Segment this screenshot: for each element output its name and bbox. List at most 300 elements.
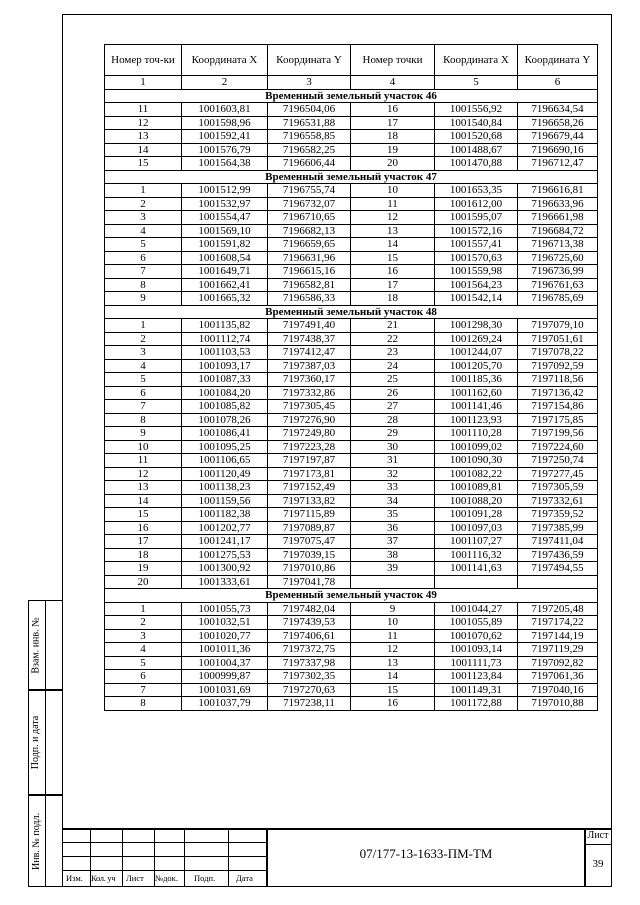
table-cell: 1001591,82: [182, 238, 268, 252]
table-cell: 1001135,82: [182, 319, 268, 333]
table-row: [105, 116, 598, 130]
table-cell: 20: [351, 157, 435, 171]
table-cell: 7197372,75: [268, 643, 351, 657]
table-cell: 7196684,72: [518, 224, 598, 238]
table-cell: 14: [351, 238, 435, 252]
table-row: [105, 251, 598, 265]
table-cell: 21: [351, 319, 435, 333]
table-cell: 14: [105, 494, 182, 508]
title-block: [62, 828, 612, 887]
stamp-col-podp: Подп.: [194, 873, 216, 883]
table-cell: 39: [351, 562, 435, 576]
table-cell: 1001162,60: [435, 386, 518, 400]
table-cell: 36: [351, 521, 435, 535]
table-cell: 1001662,41: [182, 278, 268, 292]
table-cell: 11: [351, 197, 435, 211]
table-cell: 3: [105, 346, 182, 360]
side-label-vzam: Взам. инв. №: [30, 616, 42, 674]
table-row: [105, 440, 598, 454]
table-cell: 1001665,32: [182, 292, 268, 306]
table-row: [105, 656, 598, 670]
table-cell: 1001172,88: [435, 697, 518, 711]
table-cell: [351, 575, 435, 589]
table-row: [105, 494, 598, 508]
table-row: [105, 211, 598, 225]
header-coord-y: Координата Y: [268, 45, 351, 76]
table-cell: 7197199,56: [518, 427, 598, 441]
table-cell: 16: [105, 521, 182, 535]
table-cell: 12: [351, 211, 435, 225]
table-cell: 33: [351, 481, 435, 495]
table-cell: 7196761,63: [518, 278, 598, 292]
table-row: [105, 224, 598, 238]
table-cell: 1001540,84: [435, 116, 518, 130]
header-point-no-2: Номер точки: [351, 45, 435, 76]
table-cell: 1001106,65: [182, 454, 268, 468]
table-cell: 7197412,47: [268, 346, 351, 360]
table-cell: 7197436,59: [518, 548, 598, 562]
table-cell: 14: [351, 670, 435, 684]
table-cell: 1001569,10: [182, 224, 268, 238]
table-cell: 7196631,96: [268, 251, 351, 265]
table-cell: 1001556,92: [435, 103, 518, 117]
table-cell: 11: [105, 103, 182, 117]
table-cell: 7197089,87: [268, 521, 351, 535]
stamp-col-izm: Изм.: [66, 873, 83, 883]
table-cell: 1001202,77: [182, 521, 268, 535]
table-cell: 7197051,61: [518, 332, 598, 346]
table-cell: 7197118,56: [518, 373, 598, 387]
table-row: [105, 548, 598, 562]
header-point-no: Номер точ-ки: [105, 45, 182, 76]
col-number: 2: [182, 76, 268, 90]
table-cell: 1001598,96: [182, 116, 268, 130]
table-cell: 1001159,56: [182, 494, 268, 508]
table-cell: 1001112,74: [182, 332, 268, 346]
table-cell: 1001554,47: [182, 211, 268, 225]
table-cell: 7197075,47: [268, 535, 351, 549]
table-row: [105, 629, 598, 643]
table-cell: 1001107,27: [435, 535, 518, 549]
table-cell: 1001099,02: [435, 440, 518, 454]
table-cell: 7197133,82: [268, 494, 351, 508]
table-cell: 1001087,33: [182, 373, 268, 387]
table-cell: 1001088,20: [435, 494, 518, 508]
table-cell: 7196615,16: [268, 265, 351, 279]
table-cell: 23: [351, 346, 435, 360]
table-cell: 4: [105, 359, 182, 373]
table-cell: 10: [351, 184, 435, 198]
table-cell: 1001120,49: [182, 467, 268, 481]
table-row: [105, 508, 598, 522]
table-cell: 7196661,98: [518, 211, 598, 225]
table-cell: 1001512,99: [182, 184, 268, 198]
table-cell: 32: [351, 467, 435, 481]
table-cell: 18: [351, 292, 435, 306]
table-cell: 7196659,65: [268, 238, 351, 252]
table-cell: 7197406,61: [268, 629, 351, 643]
table-cell: 15: [351, 251, 435, 265]
table-row: [105, 292, 598, 306]
table-row: [105, 602, 598, 616]
table-row: [105, 386, 598, 400]
table-cell: 7197224,60: [518, 440, 598, 454]
table-cell: 15: [351, 683, 435, 697]
table-row: [105, 130, 598, 144]
table-cell: 7196725,60: [518, 251, 598, 265]
table-row: [105, 238, 598, 252]
table-cell: 27: [351, 400, 435, 414]
col-number: 4: [351, 76, 435, 90]
table-cell: 1001333,61: [182, 575, 268, 589]
table-cell: 7196582,81: [268, 278, 351, 292]
table-row: [105, 278, 598, 292]
table-cell: 7197174,22: [518, 616, 598, 630]
table-cell: 7197223,28: [268, 440, 351, 454]
table-cell: 7197144,19: [518, 629, 598, 643]
table-cell: 7197010,88: [518, 697, 598, 711]
table-cell: 16: [351, 697, 435, 711]
table-cell: 7197411,04: [518, 535, 598, 549]
header-coord-x: Координата X: [182, 45, 268, 76]
table-cell: 16: [351, 265, 435, 279]
table-cell: 7197173,81: [268, 467, 351, 481]
table-cell: 1001576,79: [182, 143, 268, 157]
table-cell: 7197276,90: [268, 413, 351, 427]
table-cell: 1: [105, 184, 182, 198]
table-cell: 1001149,31: [435, 683, 518, 697]
table-cell: 7197010,86: [268, 562, 351, 576]
side-label-inv: Инв. № подл.: [30, 812, 42, 870]
table-cell: 7196682,13: [268, 224, 351, 238]
table-cell: 1001244,07: [435, 346, 518, 360]
table-cell: 7196531,88: [268, 116, 351, 130]
table-cell: 1001564,23: [435, 278, 518, 292]
table-cell: 1001095,25: [182, 440, 268, 454]
table-cell: 7197115,89: [268, 508, 351, 522]
table-row: [105, 697, 598, 711]
col-number: 5: [435, 76, 518, 90]
table-cell: 2: [105, 332, 182, 346]
table-cell: 1001004,37: [182, 656, 268, 670]
sheet-number: 39: [592, 858, 604, 870]
table-cell: 7197438,37: [268, 332, 351, 346]
table-cell: 1001070,62: [435, 629, 518, 643]
table-row: [105, 103, 598, 117]
table-cell: 7197491,40: [268, 319, 351, 333]
table-cell: 1: [105, 319, 182, 333]
table-cell: 7196616,81: [518, 184, 598, 198]
table-cell: 1001082,22: [435, 467, 518, 481]
table-cell: 7197337,98: [268, 656, 351, 670]
table-cell: 9: [351, 602, 435, 616]
table-cell: 7197359,52: [518, 508, 598, 522]
table-cell: 7196710,65: [268, 211, 351, 225]
table-cell: 1001488,67: [435, 143, 518, 157]
table-cell: 18: [351, 130, 435, 144]
table-cell: 7197277,45: [518, 467, 598, 481]
table-cell: 7196606,44: [268, 157, 351, 171]
table-cell: 1001185,36: [435, 373, 518, 387]
document-code: 07/177-13-1633-ПМ-ТМ: [359, 846, 493, 861]
table-row: [105, 521, 598, 535]
table-row: [105, 265, 598, 279]
table-cell: 3: [105, 629, 182, 643]
table-cell: 1001570,63: [435, 251, 518, 265]
table-cell: 1001093,14: [435, 643, 518, 657]
table-cell: 7197439,53: [268, 616, 351, 630]
table-cell: 19: [105, 562, 182, 576]
table-row: [105, 400, 598, 414]
table-cell: 1001011,36: [182, 643, 268, 657]
table-cell: 22: [351, 332, 435, 346]
table-cell: 6: [105, 251, 182, 265]
table-cell: 7197092,82: [518, 656, 598, 670]
table-cell: 1001031,69: [182, 683, 268, 697]
table-cell: 7197494,55: [518, 562, 598, 576]
table-row: [105, 643, 598, 657]
table-cell: 18: [105, 548, 182, 562]
table-cell: 7197078,22: [518, 346, 598, 360]
table-cell: 1001123,84: [435, 670, 518, 684]
table-cell: 1001123,93: [435, 413, 518, 427]
col-number: 1: [105, 76, 182, 90]
table-cell: 6: [105, 386, 182, 400]
table-cell: 1001111,73: [435, 656, 518, 670]
table-cell: 1001275,53: [182, 548, 268, 562]
table-cell: 7197041,78: [268, 575, 351, 589]
table-cell: 10: [105, 440, 182, 454]
table-cell: 1001603,81: [182, 103, 268, 117]
table-cell: 19: [351, 143, 435, 157]
table-cell: 3: [105, 211, 182, 225]
stamp-col-koluch: Кол. уч: [91, 873, 116, 883]
table-cell: 7197385,99: [518, 521, 598, 535]
table-cell: [435, 575, 518, 589]
table-cell: 38: [351, 548, 435, 562]
table-cell: 1001595,07: [435, 211, 518, 225]
table-cell: 7197249,80: [268, 427, 351, 441]
table-cell: 1001116,32: [435, 548, 518, 562]
table-cell: 37: [351, 535, 435, 549]
table-cell: 1001592,41: [182, 130, 268, 144]
table-cell: 7196679,44: [518, 130, 598, 144]
table-cell: 1001110,28: [435, 427, 518, 441]
table-row: [105, 427, 598, 441]
table-row: [105, 184, 598, 198]
table-cell: 12: [105, 116, 182, 130]
table-cell: 1001182,38: [182, 508, 268, 522]
table-cell: 15: [105, 508, 182, 522]
table-cell: 11: [351, 629, 435, 643]
table-cell: 7196736,99: [518, 265, 598, 279]
table-cell: 1001037,79: [182, 697, 268, 711]
side-field-vzam: [28, 600, 62, 690]
section-title: Временный земельный участок 49: [105, 589, 598, 603]
table-row: [105, 467, 598, 481]
table-cell: 1001572,16: [435, 224, 518, 238]
sheet-label: Лист: [587, 830, 609, 841]
table-body: [105, 89, 598, 710]
table-cell: 7196634,54: [518, 103, 598, 117]
section-header-row: [105, 89, 598, 103]
section-header-row: [105, 589, 598, 603]
table-cell: 7197039,15: [268, 548, 351, 562]
section-title: Временный земельный участок 48: [105, 305, 598, 319]
table-cell: 12: [105, 467, 182, 481]
table-row: [105, 670, 598, 684]
table-cell: 29: [351, 427, 435, 441]
col-number: 6: [518, 76, 598, 90]
table-cell: 7197154,86: [518, 400, 598, 414]
section-title: Временный земельный участок 46: [105, 89, 598, 103]
table-cell: 1001086,41: [182, 427, 268, 441]
table-row: [105, 616, 598, 630]
table-cell: 7196732,07: [268, 197, 351, 211]
table-cell: 1001103,53: [182, 346, 268, 360]
table-cell: 1001241,17: [182, 535, 268, 549]
table-cell: 7: [105, 265, 182, 279]
table-cell: 20: [105, 575, 182, 589]
table-cell: 7197305,59: [518, 481, 598, 495]
table-cell: 15: [105, 157, 182, 171]
table-cell: 31: [351, 454, 435, 468]
table-cell: 14: [105, 143, 182, 157]
table-cell: 26: [351, 386, 435, 400]
table-cell: 5: [105, 238, 182, 252]
table-cell: 7197482,04: [268, 602, 351, 616]
table-cell: 1001091,28: [435, 508, 518, 522]
table-cell: 1001205,70: [435, 359, 518, 373]
table-cell: 1001470,88: [435, 157, 518, 171]
table-row: [105, 683, 598, 697]
table-cell: 1001298,30: [435, 319, 518, 333]
table-cell: 1001612,00: [435, 197, 518, 211]
table-cell: 7197152,49: [268, 481, 351, 495]
column-number-row: [105, 76, 598, 90]
table-cell: 7197175,85: [518, 413, 598, 427]
stamp-col-ndok: №док.: [155, 873, 178, 883]
table-cell: 7196785,69: [518, 292, 598, 306]
table-cell: 1001084,20: [182, 386, 268, 400]
table-cell: 8: [105, 278, 182, 292]
section-title: Временный земельный участок 47: [105, 170, 598, 184]
table-cell: 9: [105, 427, 182, 441]
table-cell: 13: [105, 481, 182, 495]
table-row: [105, 535, 598, 549]
table-cell: 1001564,38: [182, 157, 268, 171]
table-cell: 1001649,71: [182, 265, 268, 279]
table-cell: 7197119,29: [518, 643, 598, 657]
table-row: [105, 413, 598, 427]
table-row: [105, 373, 598, 387]
table-cell: 2: [105, 616, 182, 630]
table-cell: 1001090,30: [435, 454, 518, 468]
table-header-row: [105, 45, 598, 76]
table-cell: [518, 575, 598, 589]
table-cell: 7197332,86: [268, 386, 351, 400]
table-cell: 5: [105, 656, 182, 670]
table-cell: 7196582,25: [268, 143, 351, 157]
header-coord-y-2: Координата Y: [518, 45, 598, 76]
table-row: [105, 157, 598, 171]
table-cell: 1001089,81: [435, 481, 518, 495]
table-cell: 13: [351, 656, 435, 670]
table-cell: 7196755,74: [268, 184, 351, 198]
table-row: [105, 346, 598, 360]
table-cell: 7196504,06: [268, 103, 351, 117]
table-cell: 1000999,87: [182, 670, 268, 684]
table-row: [105, 562, 598, 576]
table-cell: 25: [351, 373, 435, 387]
table-cell: 1001559,98: [435, 265, 518, 279]
table-cell: 17: [351, 278, 435, 292]
table-cell: 1001138,23: [182, 481, 268, 495]
table-cell: 7196712,47: [518, 157, 598, 171]
section-header-row: [105, 170, 598, 184]
table-cell: 10: [351, 616, 435, 630]
table-cell: 7197197,87: [268, 454, 351, 468]
table-cell: 7: [105, 400, 182, 414]
table-cell: 1001608,54: [182, 251, 268, 265]
table-row: [105, 575, 598, 589]
table-cell: 7196586,33: [268, 292, 351, 306]
table-cell: 1001055,73: [182, 602, 268, 616]
table-cell: 7197302,35: [268, 670, 351, 684]
table-cell: 7196633,96: [518, 197, 598, 211]
table-cell: 7197205,48: [518, 602, 598, 616]
table-cell: 7197136,42: [518, 386, 598, 400]
table-cell: 1001300,92: [182, 562, 268, 576]
table-cell: 7197079,10: [518, 319, 598, 333]
side-field-inv: [28, 795, 62, 887]
table-cell: 1001141,46: [435, 400, 518, 414]
table-cell: 1001542,14: [435, 292, 518, 306]
table-cell: 7197040,16: [518, 683, 598, 697]
table-row: [105, 197, 598, 211]
coordinates-table: [104, 44, 598, 711]
table-cell: 7196558,85: [268, 130, 351, 144]
table-cell: 7197305,45: [268, 400, 351, 414]
table-cell: 7197332,61: [518, 494, 598, 508]
table-cell: 6: [105, 670, 182, 684]
table-cell: 7197250,74: [518, 454, 598, 468]
table-cell: 7197387,03: [268, 359, 351, 373]
table-cell: 13: [105, 130, 182, 144]
table-cell: 7197360,17: [268, 373, 351, 387]
table-row: [105, 481, 598, 495]
table-cell: 8: [105, 697, 182, 711]
table-cell: 24: [351, 359, 435, 373]
table-row: [105, 143, 598, 157]
table-cell: 1001532,97: [182, 197, 268, 211]
table-cell: 5: [105, 373, 182, 387]
table-cell: 12: [351, 643, 435, 657]
table-cell: 7197092,59: [518, 359, 598, 373]
table-cell: 1001055,89: [435, 616, 518, 630]
table-cell: 8: [105, 413, 182, 427]
table-cell: 1: [105, 602, 182, 616]
table-cell: 13: [351, 224, 435, 238]
col-number: 3: [268, 76, 351, 90]
table-cell: 1001653,35: [435, 184, 518, 198]
table-cell: 7197061,36: [518, 670, 598, 684]
stamp-col-data: Дата: [236, 873, 253, 883]
table-cell: 16: [351, 103, 435, 117]
table-cell: 11: [105, 454, 182, 468]
table-cell: 34: [351, 494, 435, 508]
table-cell: 4: [105, 643, 182, 657]
